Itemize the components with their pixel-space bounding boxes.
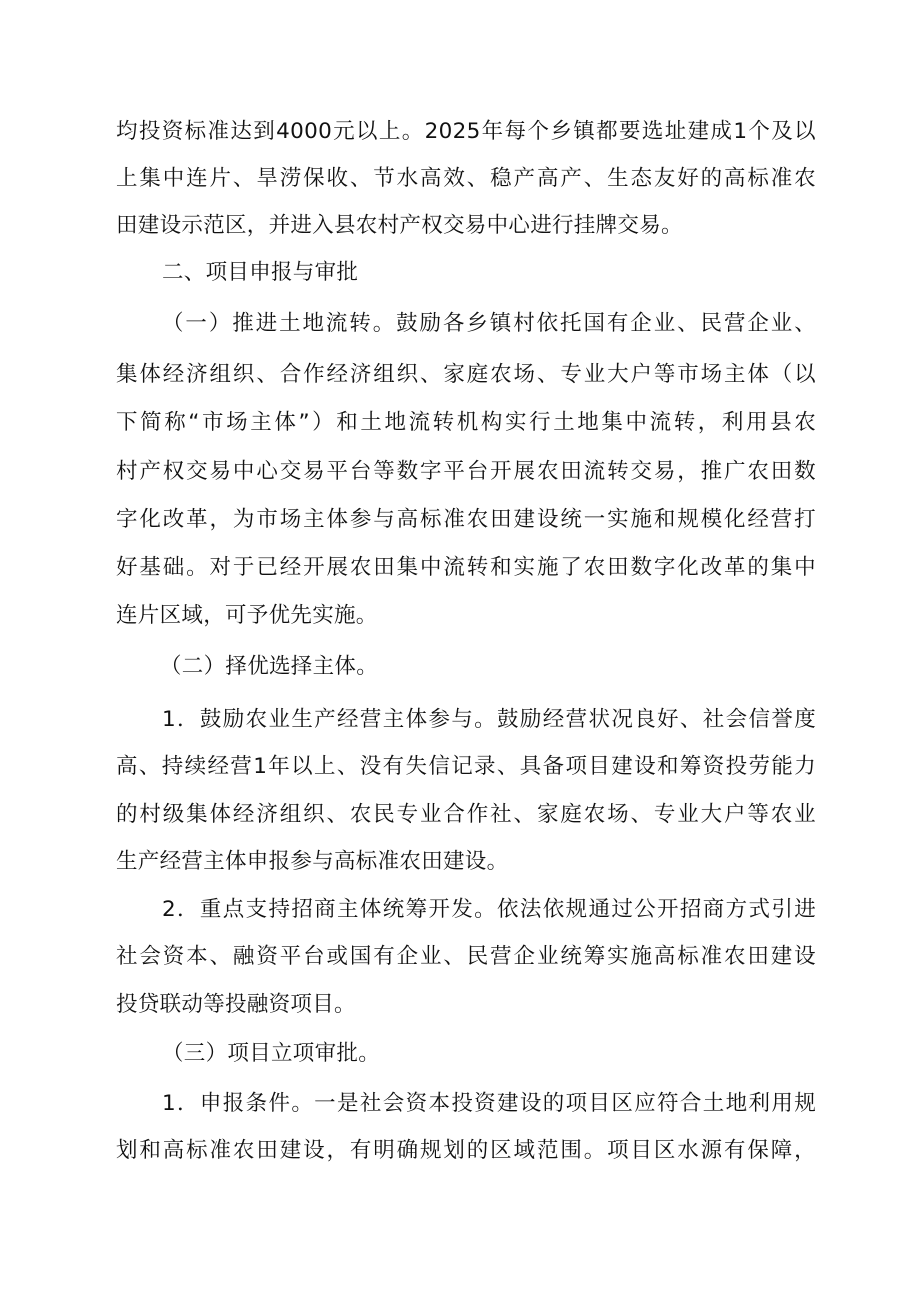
paragraph-line: 上集中连片、旱涝保收、节水高效、稳产高产、生态友好的高标准农 xyxy=(116,166,816,191)
paragraph-line: 的村级集体经济组织、农民专业合作社、家庭农场、专业大户等农业 xyxy=(116,802,816,827)
paragraph-line: 高、持续经营1年以上、没有失信记录、具备项目建设和筹资投劳能力 xyxy=(116,754,816,779)
paragraph-line: 好基础。对于已经开展农田集中流转和实施了农田数字化改革的集中 xyxy=(116,555,816,580)
paragraph-line: 集体经济组织、合作经济组织、家庭农场、专业大户等市场主体（以 xyxy=(116,362,816,387)
paragraph-line: 村产权交易中心交易平台等数字平台开展农田流转交易，推广农田数 xyxy=(116,459,816,484)
paragraph-line: 均投资标准达到4000元以上。2025年每个乡镇都要选址建成1个及以 xyxy=(116,119,816,144)
paragraph-line: 连片区域，可予优先实施。 xyxy=(116,603,378,628)
paragraph-line: 1．申报条件。一是社会资本投资建设的项目区应符合土地利用规 xyxy=(162,1091,816,1116)
paragraph-line: 田建设示范区，并进入县农村产权交易中心进行挂牌交易。 xyxy=(116,213,683,238)
subsection-heading: （三）项目立项审批。 xyxy=(162,1041,381,1066)
paragraph-line: 社会资本、融资平台或国有企业、民营企业统筹实施高标准农田建设 xyxy=(116,944,816,969)
subsection-heading: （二）择优选择主体。 xyxy=(160,654,379,679)
paragraph-line: 下简称“市场主体”）和土地流转机构实行土地集中流转，利用县农 xyxy=(116,410,816,435)
paragraph-line: 生产经营主体申报参与高标准农田建设。 xyxy=(116,849,509,874)
paragraph-line: 投贷联动等投融资项目。 xyxy=(116,992,356,1017)
paragraph-line: 1．鼓励农业生产经营主体参与。鼓励经营状况良好、社会信誉度 xyxy=(162,707,816,732)
section-heading: 二、项目申报与审批 xyxy=(162,260,359,285)
paragraph-line: 2．重点支持招商主体统筹开发。依法依规通过公开招商方式引进 xyxy=(162,897,816,922)
paragraph-line: （一）推进土地流转。鼓励各乡镇村依托国有企业、民营企业、 xyxy=(162,311,816,336)
paragraph-line: 划和高标准农田建设，有明确规划的区域范围。项目区水源有保障， xyxy=(116,1138,816,1163)
paragraph-line: 字化改革，为市场主体参与高标准农田建设统一实施和规模化经营打 xyxy=(116,507,816,532)
